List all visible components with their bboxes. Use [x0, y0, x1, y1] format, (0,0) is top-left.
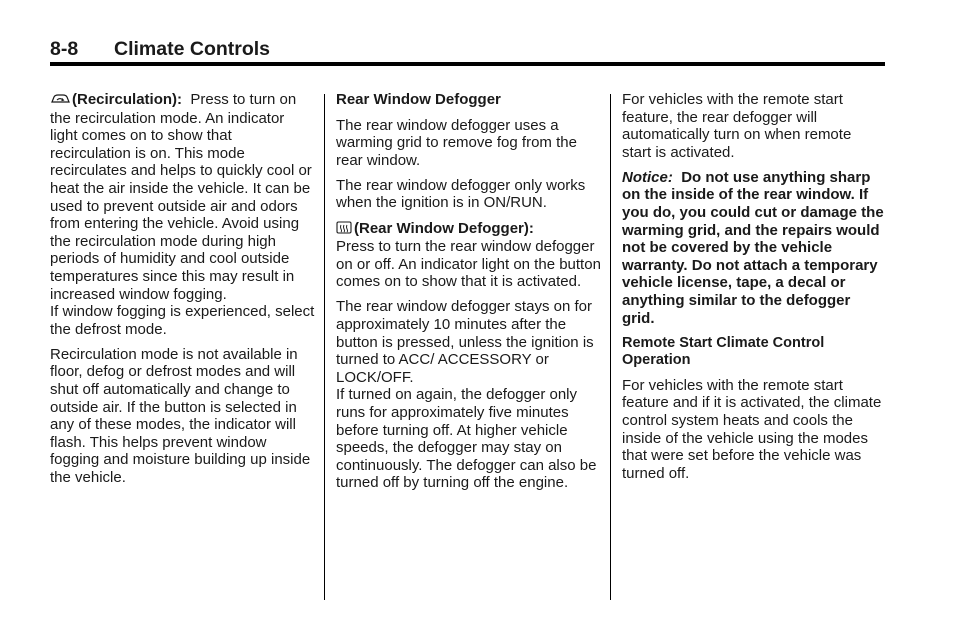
recirculation-paragraph	[50, 91, 315, 303]
defogger-button-paragraph	[336, 220, 604, 291]
defogger-ignition: The rear window defogger only works when the ignition is in ON/RUN.	[336, 176, 586, 212]
column-divider-1	[324, 94, 325, 600]
column-divider-2	[610, 94, 611, 600]
defogger-reactivation: If turned on again, the defogger only runs for approximately five minutes before turning off. At higher vehicle speeds, the defogger may stay on continuously. The defogger can also be turned off by turning off the engine.	[336, 386, 597, 492]
defrost-advice: If window fogging is experienced, select the defrost mode.	[50, 303, 315, 338]
column-3	[622, 91, 884, 490]
notice-label: Notice:	[622, 168, 673, 186]
rear-defogger-icon	[336, 221, 352, 239]
recirculation-icon	[50, 92, 70, 110]
remote-start-description: For vehicles with the remote start feature and if it is activated, the climate control system heats and cools the inside of the vehicle using the modes that were set before the vehicle was turned off.	[622, 376, 882, 482]
recirculation-term: (Recirculation):	[72, 91, 183, 108]
recirculation-availability: Recirculation mode is not available in floor, defog or defrost modes and will shut off automatically and change to outside air. If the button is selected in any of these modes, the indicator will flash. This helps prevent window fogging and moisture building up inside the vehicle.	[50, 345, 311, 486]
rear-defogger-heading: Rear Window Defogger	[336, 91, 501, 108]
header-rule	[50, 62, 885, 66]
recirculation-description: Press to turn on the recirculation mode. An indicator light comes on to show that recirculation is on. This mode recirculates and helps to quickly cool or heat the air inside the vehicle. It can be used to prevent outside air and odors from entering the vehicle. Avoid using the recirculation mode during high periods of humidity and cool outside temperatures since this may result in increased window fogging.	[50, 91, 312, 303]
defogger-button-description: Press to turn the rear window defogger on or off. An indicator light on the button comes on to show that it is activated.	[336, 238, 601, 291]
column-2	[336, 91, 604, 499]
page-number: 8-8	[50, 38, 79, 60]
defogger-duration: The rear window defogger stays on for approximately 10 minutes after the button is pressed, unless the ignition is turned to ACC/ ACCESSORY or LOCK/OFF.	[336, 298, 594, 386]
column-1	[50, 91, 315, 494]
remote-start-defogger: For vehicles with the remote start feature, the rear defogger will automatically turn on when remote start is activated.	[622, 91, 852, 161]
section-title: Climate Controls	[114, 38, 271, 60]
notice-block	[622, 169, 884, 327]
defogger-term: (Rear Window Defogger):	[354, 219, 534, 237]
page-header	[50, 38, 270, 61]
remote-start-heading: Remote Start Climate Control Operation	[622, 334, 825, 369]
defogger-intro: The rear window defogger uses a warming grid to remove fog from the rear window.	[336, 116, 577, 169]
notice-text: Do not use anything sharp on the inside of the rear window. If you do, you could cut or damage the warming grid, and the repairs would not be covered by the vehicle warranty. Do not attach a temporary vehicle license, tape, a decal or anything similar to the defogger grid.	[622, 168, 884, 327]
